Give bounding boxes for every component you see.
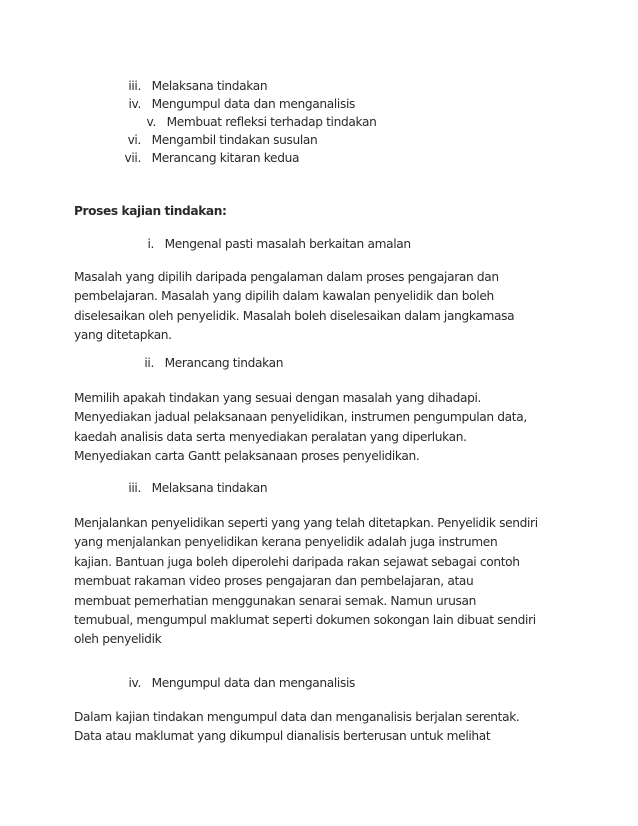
section-heading: Proses kajian tindakan: <box>74 204 227 218</box>
list-item <box>111 96 355 112</box>
step-paragraph <box>74 708 574 747</box>
step-heading <box>124 236 411 252</box>
step-number: i. <box>147 237 154 251</box>
step-label: Melaksana tindakan <box>151 481 268 495</box>
list-item-label: Melaksana tindakan <box>151 79 268 93</box>
paragraph-line: membuat pemerhatian menggunakan senarai semak. Namun urusan <box>74 593 476 608</box>
list-item-number: v. <box>146 115 156 129</box>
list-item-label: Mengambil tindakan susulan <box>151 133 318 147</box>
step-heading <box>124 355 283 371</box>
list-item-number: vii. <box>124 151 141 165</box>
list-item <box>126 114 376 130</box>
list-item <box>111 132 317 148</box>
step-label: Mengumpul data dan menganalisis <box>151 676 355 690</box>
step-paragraph <box>74 389 574 467</box>
list-item <box>111 78 267 94</box>
paragraph-line: kaedah analisis data serta menyediakan peralatan yang diperlukan. <box>74 429 467 444</box>
list-item-label: Membuat refleksi terhadap tindakan <box>166 115 377 129</box>
step-number: ii. <box>144 356 154 370</box>
paragraph-line: pembelajaran. Masalah yang dipilih dalam kawalan penyelidik dan boleh <box>74 289 494 304</box>
step-number: iv. <box>128 676 141 690</box>
step-heading <box>111 675 355 691</box>
step-number: iii. <box>128 481 141 495</box>
step-paragraph <box>74 514 574 650</box>
paragraph-line: Masalah yang dipilih daripada pengalaman dalam proses pengajaran dan <box>74 270 499 284</box>
list-item-number: iv. <box>128 97 141 111</box>
paragraph-line: yang menjalankan penyelidikan kerana penyelidik adalah juga instrumen <box>74 535 498 550</box>
list-item <box>111 150 299 166</box>
paragraph-line: yang ditetapkan. <box>74 328 172 343</box>
paragraph-line: kajian. Bantuan juga boleh diperolehi daripada rakan sejawat sebagai contoh <box>74 554 520 569</box>
paragraph-line: temubual, mengumpul maklumat seperti dokumen sokongan lain dibuat sendiri <box>74 613 536 628</box>
step-heading <box>111 480 267 496</box>
step-paragraph <box>74 268 574 346</box>
step-label: Merancang tindakan <box>164 356 284 370</box>
list-item-label: Merancang kitaran kedua <box>151 151 300 165</box>
paragraph-line: Memilih apakah tindakan yang sesuai dengan masalah yang dihadapi. <box>74 391 482 405</box>
list-item-number: iii. <box>128 79 141 93</box>
list-item-label: Mengumpul data dan menganalisis <box>151 97 355 111</box>
paragraph-line: membuat rakaman video proses pengajaran dan pembelajaran, atau <box>74 574 474 589</box>
list-item-number: vi. <box>127 133 141 147</box>
paragraph-line: Menyediakan jadual pelaksanaan penyelidikan, instrumen pengumpulan data, <box>74 410 527 425</box>
paragraph-line: Menjalankan penyelidikan seperti yang yang telah ditetapkan. Penyelidik sendiri <box>74 516 538 530</box>
paragraph-line: diselesaikan oleh penyelidik. Masalah boleh diselesaikan dalam jangkamasa <box>74 308 515 323</box>
paragraph-line: Menyediakan carta Gantt pelaksanaan proses penyelidikan. <box>74 449 420 464</box>
step-label: Mengenal pasti masalah berkaitan amalan <box>164 237 411 251</box>
paragraph-line: Dalam kajian tindakan mengumpul data dan menganalisis berjalan serentak. <box>74 710 520 724</box>
paragraph-line: Data atau maklumat yang dikumpul dianalisis berterusan untuk melihat <box>74 729 491 744</box>
paragraph-line: oleh penyelidik <box>74 632 162 647</box>
